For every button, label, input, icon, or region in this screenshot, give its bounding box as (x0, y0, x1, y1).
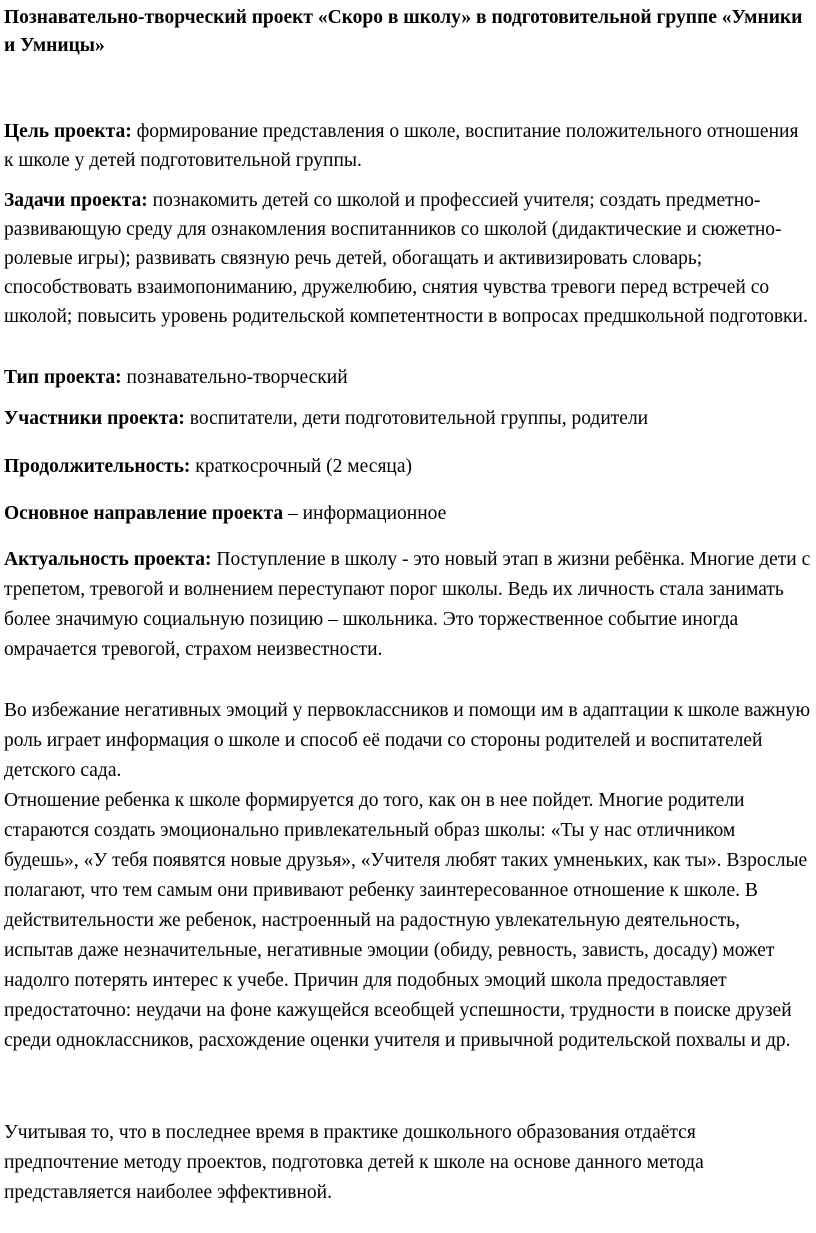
relevance-label: Актуальность проекта: (4, 549, 212, 570)
duration-text: краткосрочный (2 месяца) (190, 456, 412, 477)
participants-paragraph (4, 404, 812, 433)
tasks-text: познакомить детей со школой и профессией учителя; создать предметно-развивающую среду для ознакомления воспитанников со школой (дидактические и сюжетно-ролевые игры); развивать связную речь детей, обогащать и активизировать словарь; способствовать взаимопониманию, дружелюбию, снятия чувства тревоги перед встречей со школой; повысить уровень родительской компетентности в вопросах предшкольной подготовки. (4, 190, 808, 327)
body-paragraph-2: Отношение ребенка к школе формируется до того, как он в нее пойдет. Многие родители стараются создать эмоционально привлекательный образ школы: «Ты у нас отличником будешь», «У тебя появятся новые друзья», «Учителя любят таких умненьких, как ты». Взрослые полагают, что тем самым они прививают ребенку заинтересованное отношение к школе. В действительности же ребенок, настроенный на радостную увлекательную деятельность, испытав даже незначительные, негативные эмоции (обиду, ревность, зависть, досаду) может надолго потерять интерес к учебе. Причин для подобных эмоций школа предоставляет предостаточно: неудачи на фоне кажущейся всеобщей успешности, трудности в поиске друзей среди одноклассников, расхождение оценки учителя и привычной родительской похвалы и др. (4, 790, 808, 1051)
tasks-paragraph (4, 186, 812, 331)
goal-paragraph (4, 117, 812, 175)
tasks-label: Задачи проекта: (4, 190, 148, 211)
body-paragraph-3: Учитывая то, что в последнее время в практике дошкольного образования отдаётся предпочтение методу проектов, подготовка детей к школе на основе данного метода представляется наиболее эффективной. (4, 1122, 704, 1203)
document-title: Познавательно-творческий проект «Скоро в школу» в подготовительной группе «Умники и Умницы» (4, 7, 803, 56)
participants-text: воспитатели, дети подготовительной группы, родители (184, 408, 649, 429)
duration-paragraph (4, 452, 812, 481)
goal-text: формирование представления о школе, воспитание положительного отношения к школе у детей подготовительной группы. (4, 121, 799, 171)
duration-label: Продолжительность: (4, 456, 191, 477)
direction-label: Основное направление проекта (4, 503, 284, 524)
type-label: Тип проекта: (4, 367, 122, 388)
type-paragraph (4, 363, 812, 392)
direction-text: – информационное (283, 503, 447, 524)
participants-label: Участники проекта: (4, 408, 185, 429)
relevance-text: Поступление в школу - это новый этап в жизни ребёнка. Многие дети с трепетом, тревогой и волнением переступают порог школы. Ведь их личность стала занимать более значимую социальную позицию – школьника. Это торжественное событие иногда омрачается тревогой, страхом неизвестности. (4, 549, 811, 660)
type-text: познавательно-творческий (121, 367, 348, 388)
goal-label: Цель проекта: (4, 121, 132, 142)
body-paragraph-1: Во избежание негативных эмоций у первоклассников и помощи им в адаптации к школе важную роль играет информация о школе и способ её подачи со стороны родителей и воспитателей детского сада. (4, 700, 811, 781)
relevance-paragraph (4, 545, 812, 665)
direction-paragraph (4, 499, 812, 528)
